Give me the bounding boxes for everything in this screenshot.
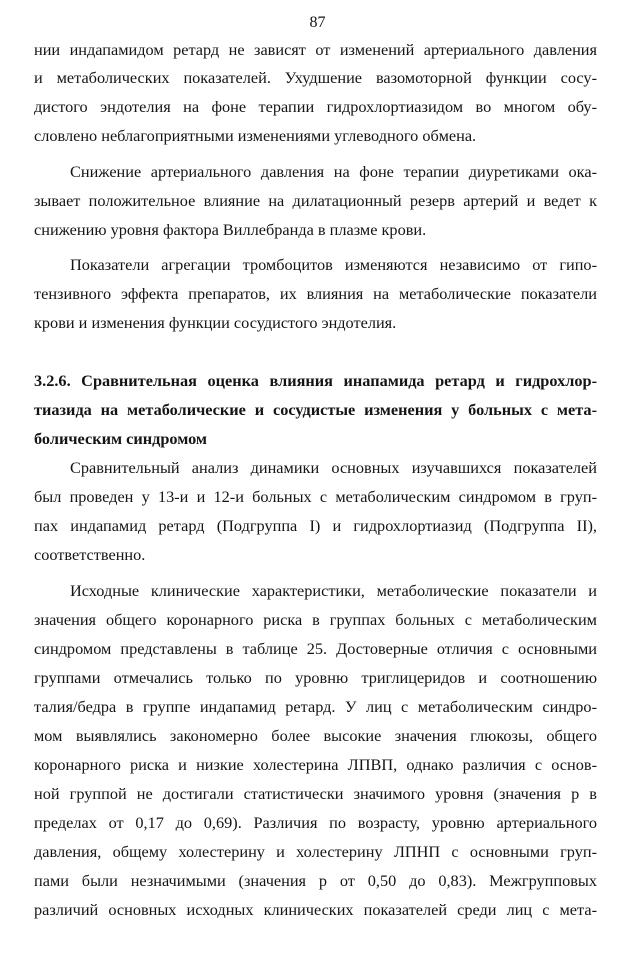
text-line: словлено неблагоприятными изменениями углеводного обмена. <box>34 126 477 145</box>
text-line: пределах от 0,17 до 0,69). Различия по возрасту, уровню артериального <box>34 813 597 832</box>
text-line: Снижение артериального давления на фоне терапии диуретиками ока- <box>70 162 597 181</box>
text-line: давления, общему холестерину и холестерину ЛПНП с основными груп- <box>34 842 597 861</box>
section-heading-line: 3.2.6. Сравнительная оценка влияния инапамида ретард и гидрохлор- <box>34 371 597 390</box>
text-line: Показатели агрегации тромбоцитов изменяются независимо от гипо- <box>70 255 597 274</box>
text-line: тензивного эффекта препаратов, их влияния на метаболические показатели <box>34 284 597 303</box>
text-line: и метаболических показателей. Ухудшение вазомоторной функции сосу- <box>34 68 597 87</box>
text-line: крови и изменения функции сосудистого эндотелия. <box>34 313 397 332</box>
text-line: Сравнительный анализ динамики основных изучавшихся показателей <box>70 458 597 477</box>
text-line: талия/бедра в группе индапамид ретард. У лиц с метаболическим синдро- <box>34 697 597 716</box>
text-line: группами отмечались только по уровню триглицеридов и соотношению <box>34 668 597 687</box>
text-line: был проведен у 13-и и 12-и больных с метаболическим синдромом в груп- <box>34 487 597 506</box>
text-line: пах индапамид ретард (Подгруппа I) и гидрохлортиазид (Подгруппа II), <box>34 516 597 535</box>
text-line: нии индапамидом ретард не зависят от изменений артериального давления <box>34 40 597 59</box>
text-line: мом выявлялись закономерно более высокие значения глюкозы, общего <box>34 726 597 745</box>
text-line: зывает положительное влияние на дилатационный резерв артерий и ведет к <box>34 191 597 210</box>
text-line: снижению уровня фактора Виллебранда в плазме крови. <box>34 220 427 239</box>
text-line: значения общего коронарного риска в группах больных с метаболическим <box>34 610 597 629</box>
text-line: соответственно. <box>34 545 146 564</box>
text-line: синдромом представлены в таблице 25. Достоверные отличия с основными <box>34 639 597 658</box>
text-line: коронарного риска и низкие холестерина ЛПВП, однако различия с основ- <box>34 755 597 774</box>
page-number: 87 <box>309 14 326 31</box>
text-line: Исходные клинические характеристики, метаболические показатели и <box>70 581 597 600</box>
text-line: ной группой не достигали статистически значимого уровня (значения р в <box>34 784 597 803</box>
text-line: дистого эндотелия на фоне терапии гидрохлортиазидом во многом обу- <box>34 97 597 116</box>
text-line: различий основных исходных клинических показателей среди лиц с мета- <box>34 900 597 919</box>
section-heading-line: тиазида на метаболические и сосудистые изменения у больных с мета- <box>34 400 597 419</box>
text-line: пами были незначимыми (значения р от 0,50 до 0,83). Межгрупповых <box>34 871 597 890</box>
section-heading-line: болическим синдромом <box>34 429 208 448</box>
